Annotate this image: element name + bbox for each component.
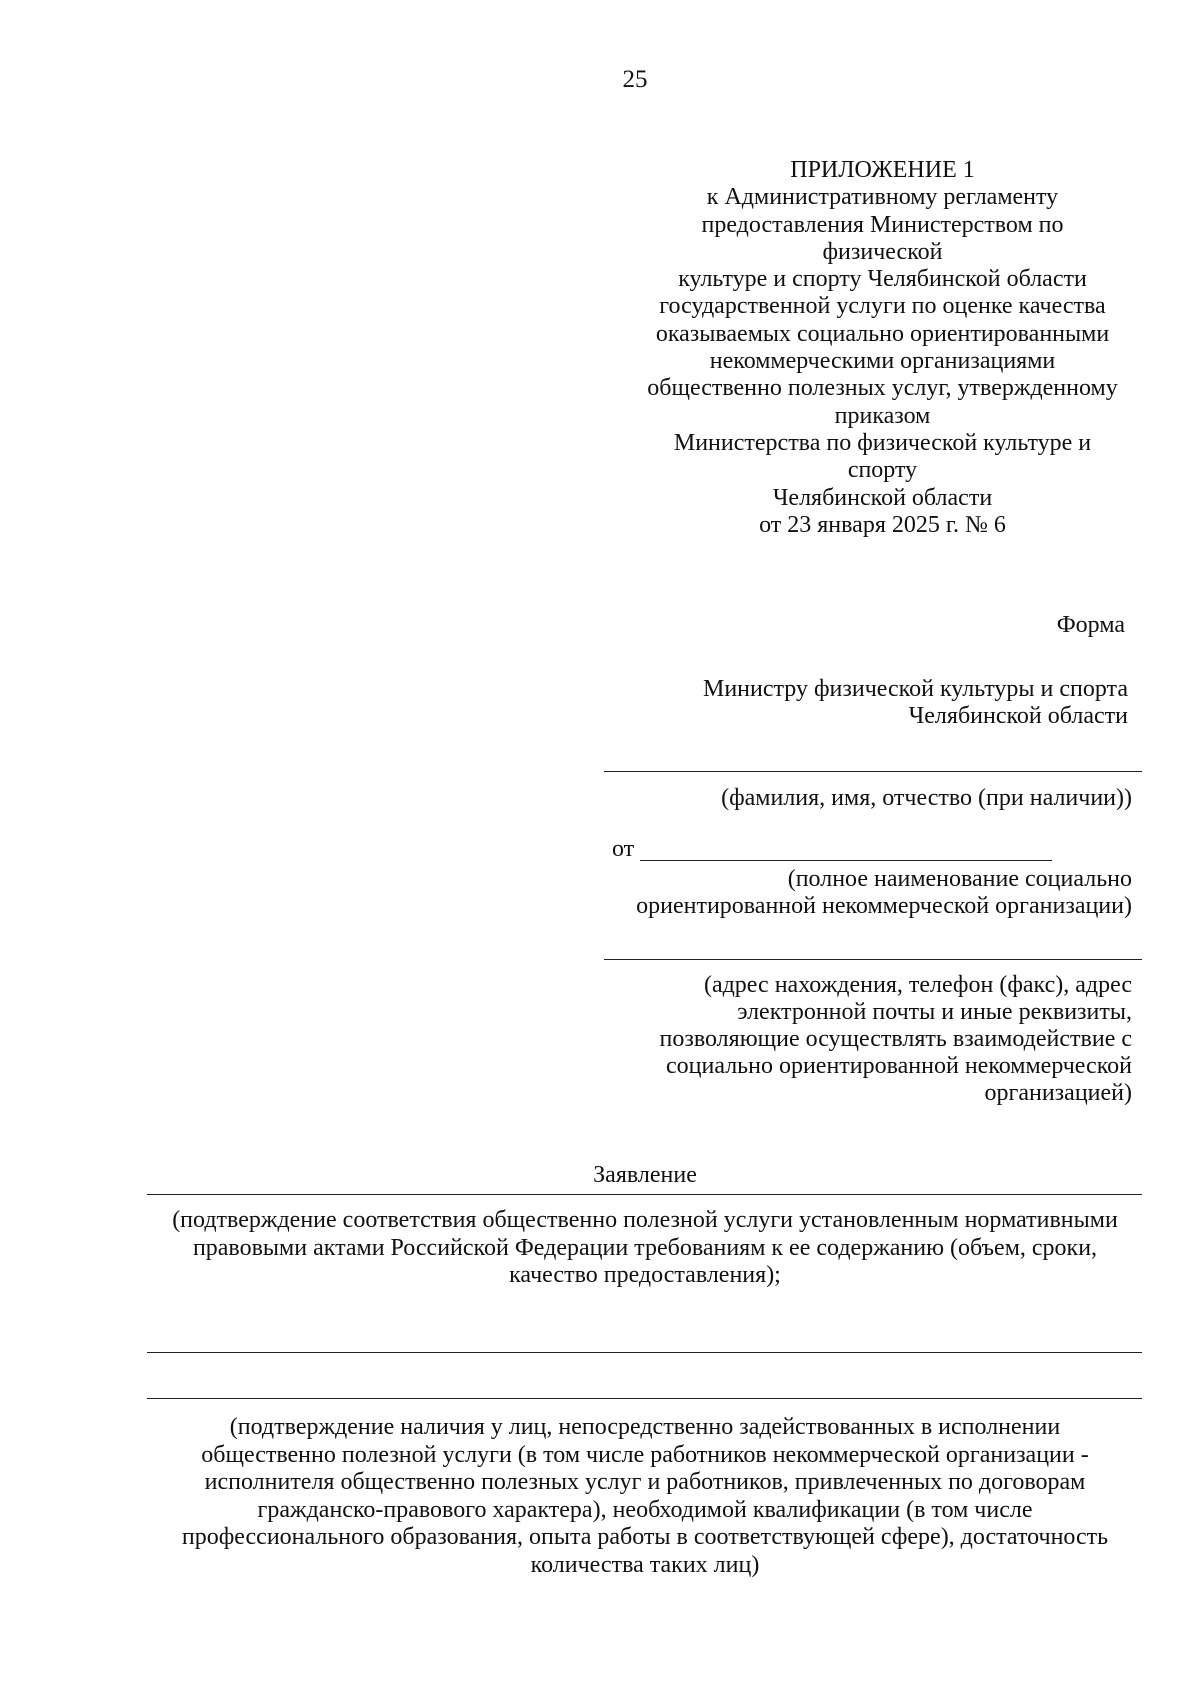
org-name-caption-line: ориентированной некоммерческой организации) xyxy=(636,893,1132,919)
paragraph-line: количества таких лиц) xyxy=(530,1551,760,1578)
appendix-line: от 23 января 2025 г. № 6 xyxy=(759,511,1006,538)
paragraph-line: качество предоставления); xyxy=(509,1262,781,1288)
address-caption-line: позволяющие осуществлять взаимодействие с xyxy=(659,1026,1132,1052)
appendix-line: спорту xyxy=(847,457,918,484)
address-caption-line: организацией) xyxy=(984,1080,1132,1106)
paragraph-line: гражданско-правового характера), необходимой квалификации (в том числе xyxy=(257,1496,1033,1523)
from-org-line[interactable] xyxy=(640,860,1052,861)
paragraph-line: правовыми актами Российской Федерации требованиям к ее содержанию (объем, сроки, xyxy=(192,1234,1098,1261)
from-prefix: от xyxy=(612,836,635,862)
appendix-line: ПРИЛОЖЕНИЕ 1 xyxy=(790,157,975,183)
paragraph-line: профессионального образования, опыта работы в соответствующей сфере), достаточность xyxy=(181,1524,1109,1550)
address-line[interactable] xyxy=(604,959,1142,960)
statement-line-1[interactable] xyxy=(147,1194,1142,1195)
document-title: Заявление xyxy=(593,1162,697,1188)
addressee-line-1: Министру физической культуры и спорта xyxy=(703,676,1128,702)
addressee xyxy=(608,676,1128,730)
addressee-line-2: Челябинской области xyxy=(908,703,1128,729)
form-label: Форма xyxy=(1056,612,1125,638)
address-caption-line: (адрес нахождения, телефон (факс), адрес xyxy=(703,972,1132,998)
appendix-line: приказом xyxy=(834,402,931,429)
appendix-line: культуре и спорту Челябинской области xyxy=(678,266,1087,293)
address-caption xyxy=(532,972,1132,1107)
appendix-line: физической xyxy=(822,238,943,265)
page-number: 25 xyxy=(622,66,648,93)
appendix-line: государственной услуги по оценке качества xyxy=(659,293,1106,320)
paragraph-line: исполнителя общественно полезных услуг и работников, привлеченных по договорам xyxy=(204,1469,1086,1495)
paragraph-line: (подтверждение наличия у лиц, непосредственно задействованных в исполнении xyxy=(229,1414,1061,1440)
appendix-line: Челябинской области xyxy=(772,484,993,511)
appendix-line: к Административному регламенту xyxy=(706,184,1059,211)
fio-line[interactable] xyxy=(604,771,1142,772)
appendix-line: оказываемых социально ориентированными xyxy=(655,320,1110,347)
fio-caption: (фамилия, имя, отчество (при наличии)) xyxy=(721,785,1132,811)
appendix-line: предоставления Министерством по xyxy=(701,211,1064,238)
paragraph-1 xyxy=(145,1207,1145,1290)
paragraph-2 xyxy=(145,1414,1145,1579)
appendix-header xyxy=(640,157,1125,539)
appendix-line: общественно полезных услуг, утвержденному xyxy=(647,375,1118,402)
paragraph-line: общественно полезной услуги (в том числе работников некоммерческой организации - xyxy=(201,1441,1089,1468)
address-caption-line: социально ориентированной некоммерческой xyxy=(665,1053,1132,1079)
org-name-caption xyxy=(532,866,1132,920)
statement-line-2[interactable] xyxy=(147,1352,1142,1353)
appendix-line: некоммерческими организациями xyxy=(709,348,1056,375)
org-name-caption-line: (полное наименование социально xyxy=(787,866,1132,892)
statement-line-3[interactable] xyxy=(147,1398,1142,1399)
address-caption-line: электронной почты и иные реквизиты, xyxy=(737,999,1132,1025)
paragraph-line: (подтверждение соответствия общественно полезной услуги установленным нормативными xyxy=(172,1207,1118,1233)
appendix-line: Министерства по физической культуре и xyxy=(673,429,1092,456)
